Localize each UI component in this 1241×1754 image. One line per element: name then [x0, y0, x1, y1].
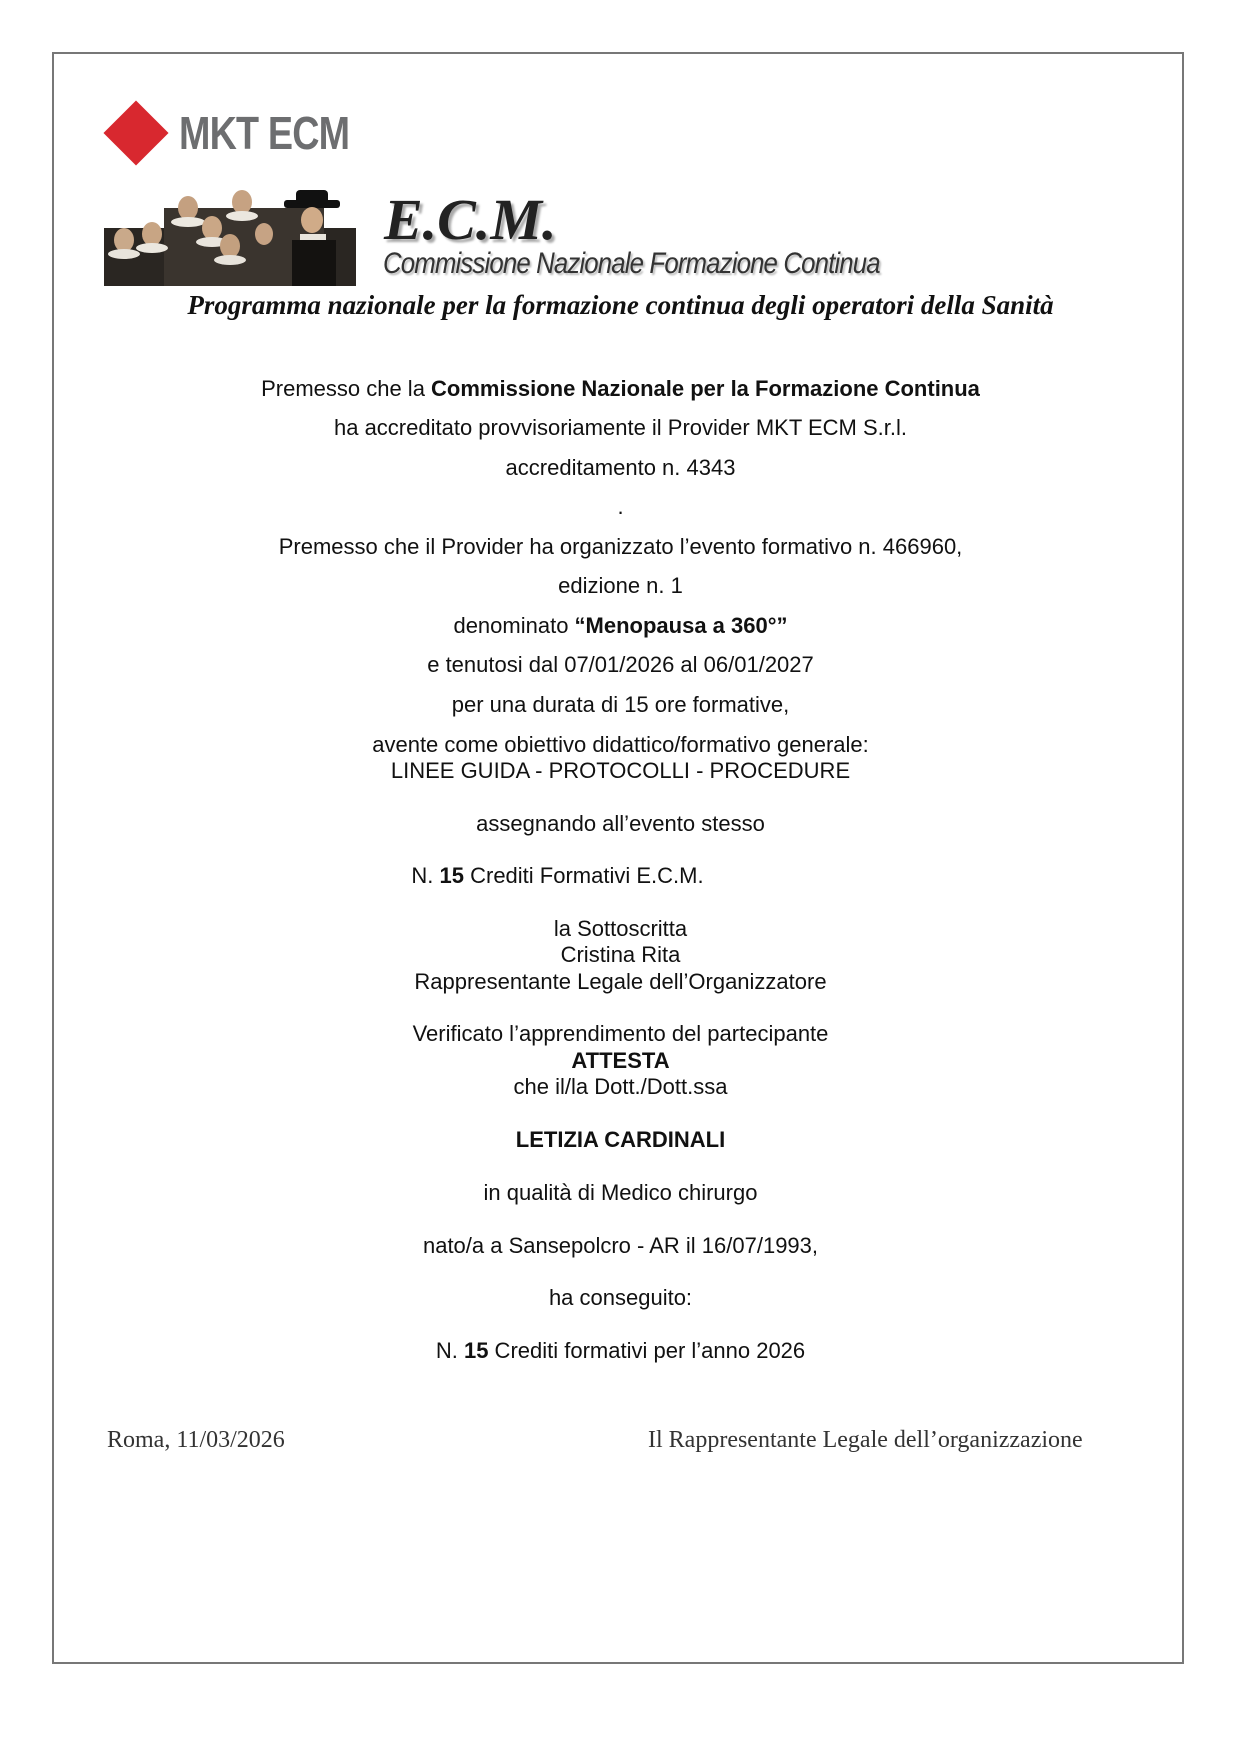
accreditato-line: ha accreditato provvisoriamente il Provider MKT ECM S.r.l.: [333, 415, 908, 440]
ruolo-firmataria: Rappresentante Legale dell’Organizzatore: [414, 969, 827, 994]
accreditamento-number: accreditamento n. 4343: [505, 455, 736, 480]
nome-firmataria: Cristina Rita: [560, 942, 681, 967]
anatomy-lesson-painting: [104, 188, 356, 286]
durata: per una durata di 15 ore formative,: [451, 692, 790, 717]
qualita: in qualità di Medico chirurgo: [483, 1180, 758, 1205]
edizione: edizione n. 1: [558, 573, 683, 598]
date-evento: e tenutosi dal 07/01/2026 al 06/01/2027: [427, 652, 814, 677]
mkt-ecm-logo: [104, 106, 387, 160]
separator-dot: .: [617, 494, 624, 519]
mkt-ecm-logo-text: MKT ECM: [179, 107, 350, 159]
red-diamond-icon: [103, 100, 168, 165]
premesso-commissione: Premesso che la Commissione Nazionale per la Formazione Continua: [261, 376, 980, 401]
assegnando: assegnando all’evento stesso: [476, 811, 765, 836]
obiettivo-label: avente come obiettivo didattico/formativo generale:: [372, 732, 869, 757]
premesso-evento: Premesso che il Provider ha organizzato l’evento formativo n. 466960,: [278, 534, 963, 559]
ecm-subtitle: Commissione Nazionale Formazione Continua: [383, 247, 880, 280]
obiettivo-value: LINEE GUIDA - PROTOCOLLI - PROCEDURE: [390, 758, 851, 783]
sottoscritta: la Sottoscritta: [553, 916, 688, 941]
luogo-data: Roma, 11/03/2026: [107, 1427, 285, 1453]
verificato: Verificato l’apprendimento del partecipante: [412, 1021, 829, 1046]
conseguito: ha conseguito:: [548, 1285, 693, 1310]
denominato: denominato “Menopausa a 360°”: [453, 613, 788, 638]
firma-rappresentante-label: Il Rappresentante Legale dell’organizzazione: [648, 1427, 1083, 1453]
crediti-anno: N. 15 Crediti formativi per l’anno 2026: [435, 1338, 806, 1363]
nascita: nato/a a Sansepolcro - AR il 16/07/1993,: [422, 1233, 819, 1258]
participant-name: LETIZIA CARDINALI: [515, 1127, 726, 1152]
programma-nazionale-heading: Programma nazionale per la formazione continua degli operatori della Sanità: [187, 290, 1054, 320]
ecm-title: E.C.M.: [384, 187, 557, 252]
attesta-heading: ATTESTA: [571, 1048, 670, 1073]
crediti-ecm: N. 15 Crediti Formativi E.C.M.: [411, 863, 704, 888]
dott-label: che il/la Dott./Dott.ssa: [513, 1074, 728, 1099]
